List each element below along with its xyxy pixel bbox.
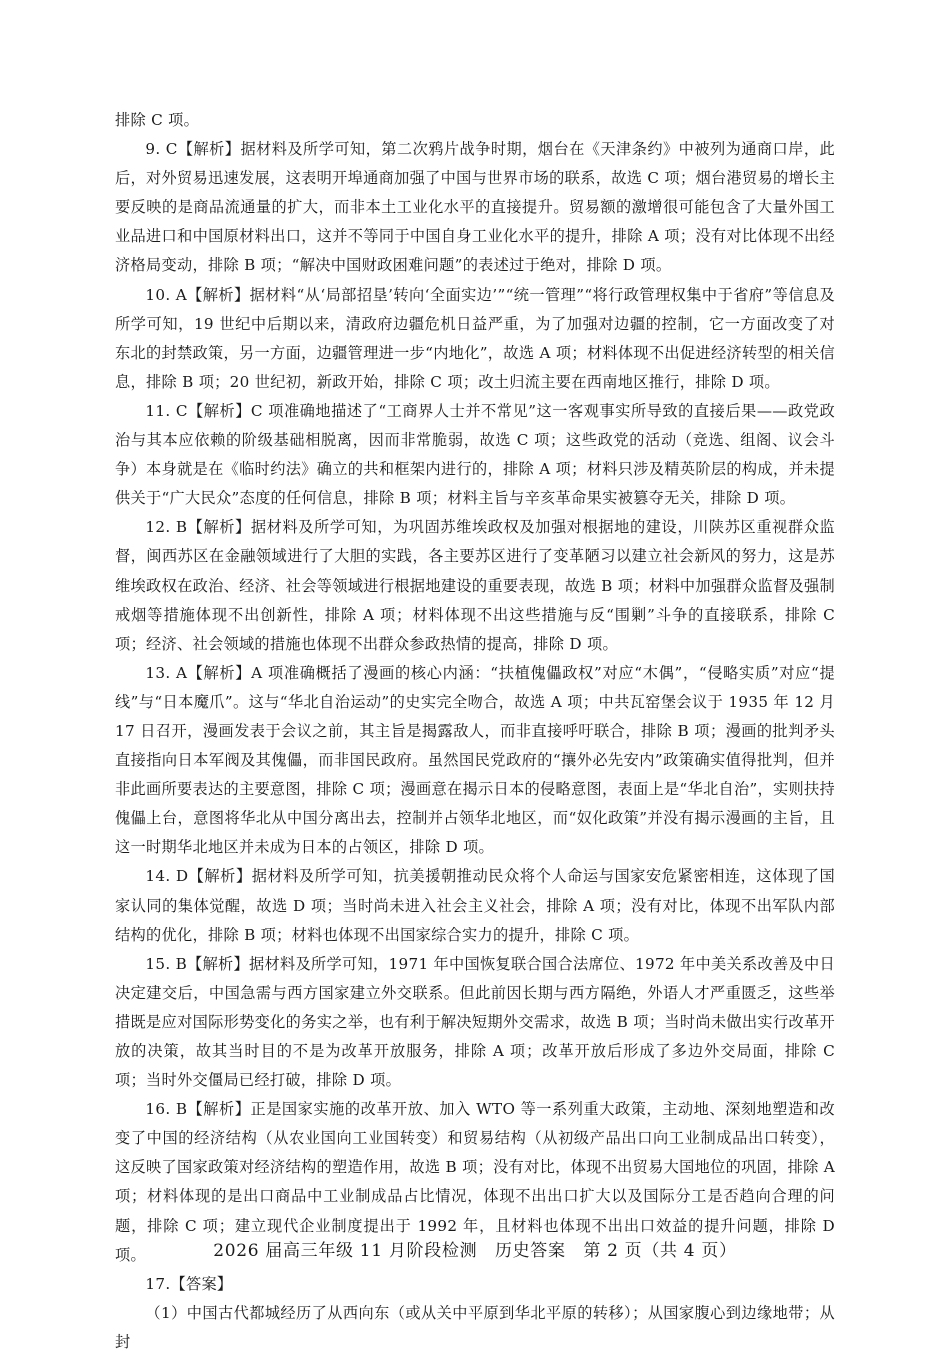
answer-9: 9. C【解析】据材料及所学可知，第二次鸦片战争时期，烟台在《天津条约》中被列为通商口岸，此后，对外贸易迅速发展，这表明开埠通商加强了中国与世界市场的联系，故选 C 项；烟台港贸易的增长主要反映的是商品流通量的扩大，而非本土工业化水平的直接提升。贸易额的激增很可能包含了大量外国工业品进口和中国原材料出口，这并不等同于中国自身工业化水平的提升，排除 A 项；没有对比体现不出经济格局变动，排除 B 项；“解决中国财政困难问题”的表述过于绝对，排除 D 项。 — [115, 140, 835, 275]
answer-14: 14. D【解析】据材料及所学可知，抗美援朝推动民众将个人命运与国家安危紧密相连，这体现了国家认同的集体觉醒，故选 D 项；当时尚未进入社会主义社会，排除 A 项；没有对比，体现不出军队内部结构的优化，排除 B 项；材料也体现不出国家综合实力的提升，排除 C 项。 — [115, 867, 835, 944]
answer-11: 11. C【解析】C 项准确地描述了“工商界人士并不常见”这一客观事实所导致的直接后果——政党政治与其本应依赖的阶级基础相脱离，因而非常脆弱，故选 C 项；这些政党的活动（竞选、组阁、议会斗争）本身就是在《临时约法》确立的共和框架内进行的，排除 A 项；材料只涉及精英阶层的构成，并未提供关于“广大民众”态度的任何信息，排除 B 项；材料主旨与辛亥革命果实被篡夺无关，排除 D 项。 — [115, 401, 835, 508]
answer-15: 15. B【解析】据材料及所学可知，1971 年中国恢复联合国合法席位、1972 年中美关系改善及中日决定建交后，中国急需与西方国家建立外交联系。但此前因长期与西方隔绝，外语人才严重匮乏，这些举措既是应对国际形势变化的务实之举，也有利于解决短期外交需求，故选 B 项；当时尚未做出实行改革开放的决策，故其当时目的不是为改革开放服务，排除 A 项；改革开放后形成了多边外交局面，排除 C 项；当时外交僵局已经打破，排除 D 项。 — [115, 954, 835, 1090]
answer-13: 13. A【解析】A 项准确概括了漫画的核心内涵：“扶植傀儡政权”对应“木偶”，“侵略实质”对应“提线”与“日本魔爪”。这与“华北自治运动”的史实完全吻合，故选 A 项；中共瓦窑堡会议于 1935 年 12 月 17 日召开，漫画发表于会议之前，其主旨是揭露敌人，而非直接呼吁联合，排除 B 项；漫画的批判矛头直接指向日本军阀及其傀儡，而非国民政府。虽然国民党政府的“攘外必先安内”政策确实值得批判，但并非此画所要表达的主要意图，排除 C 项；漫画意在揭示日本的侵略意图，表面上是“华北自治”，实则扶持傀儡上台，意图将华北从中国分离出去，控制并占领华北地区，而“奴化政策”并没有揭示漫画的主旨，且这一时期华北地区并未成为日本的占领区，排除 D 项。 — [115, 663, 835, 857]
answer-17-heading: 17.【答案】 — [145, 1274, 233, 1293]
answer-16: 16. B【解析】正是国家实施的改革开放、加入 WTO 等一系列重大政策，主动地、深刻地塑造和改变了中国的经济结构（从农业国向工业国转变）和贸易结构（从初级产品出口向工业制成品出口转变），这反映了国家政策对经济结构的塑造作用，故选 B 项；没有对比，体现不出贸易大国地位的巩固，排除 A 项；材料体现的是出口商品中工业制成品占比情况，体现不出出口扩大以及国际分工是否趋向合理的问题，排除 C 项；建立现代企业制度提出于 1992 年，且材料也体现不出出口效益的提升问题，排除 D 项。 — [115, 1100, 835, 1264]
answer-10: 10. A【解析】据材料“从‘局部招垦’转向‘全面实边’”“统一管理”“将行政管理权集中于省府”等信息及所学可知，19 世纪中后期以来，清政府边疆危机日益严重，为了加强对边疆的控制，它一方面改变了对东北的封禁政策，另一方面，边疆管理进一步“内地化”，故选 A 项；材料体现不出促进经济转型的相关信息，排除 B 项；20 世纪初，新政开始，排除 C 项；改土归流主要在西南地区推行，排除 D 项。 — [115, 285, 835, 391]
paragraph-8-tail: 排除 C 项。 — [115, 111, 200, 129]
answer-12: 12. B【解析】据材料及所学可知，为巩固苏维埃政权及加强对根据地的建设，川陕苏区重视群众监督，闽西苏区在金融领域进行了大胆的实践，各主要苏区进行了变革陋习以建立社会新风的努力，这是苏维埃政权在政治、经济、社会等领域进行根据地建设的重要表现，故选 B 项；材料中加强群众监督及强制戒烟等措施体现不出创新性，排除 A 项；材料体现不出这些措施与反“围剿”斗争的直接联系，排除 C 项；经济、社会领域的措施也体现不出群众参政热情的提高，排除 D 项。 — [115, 518, 835, 653]
answer-17-part-1: （1）中国古代都城经历了从西向东（或从关中平原到华北平原的转移）；从国家腹心到边缘地带；从封 — [115, 1303, 835, 1351]
page-footer: 2026 届高三年级 11 月阶段检测 历史答案 第 2 页（共 4 页） — [213, 1241, 737, 1261]
